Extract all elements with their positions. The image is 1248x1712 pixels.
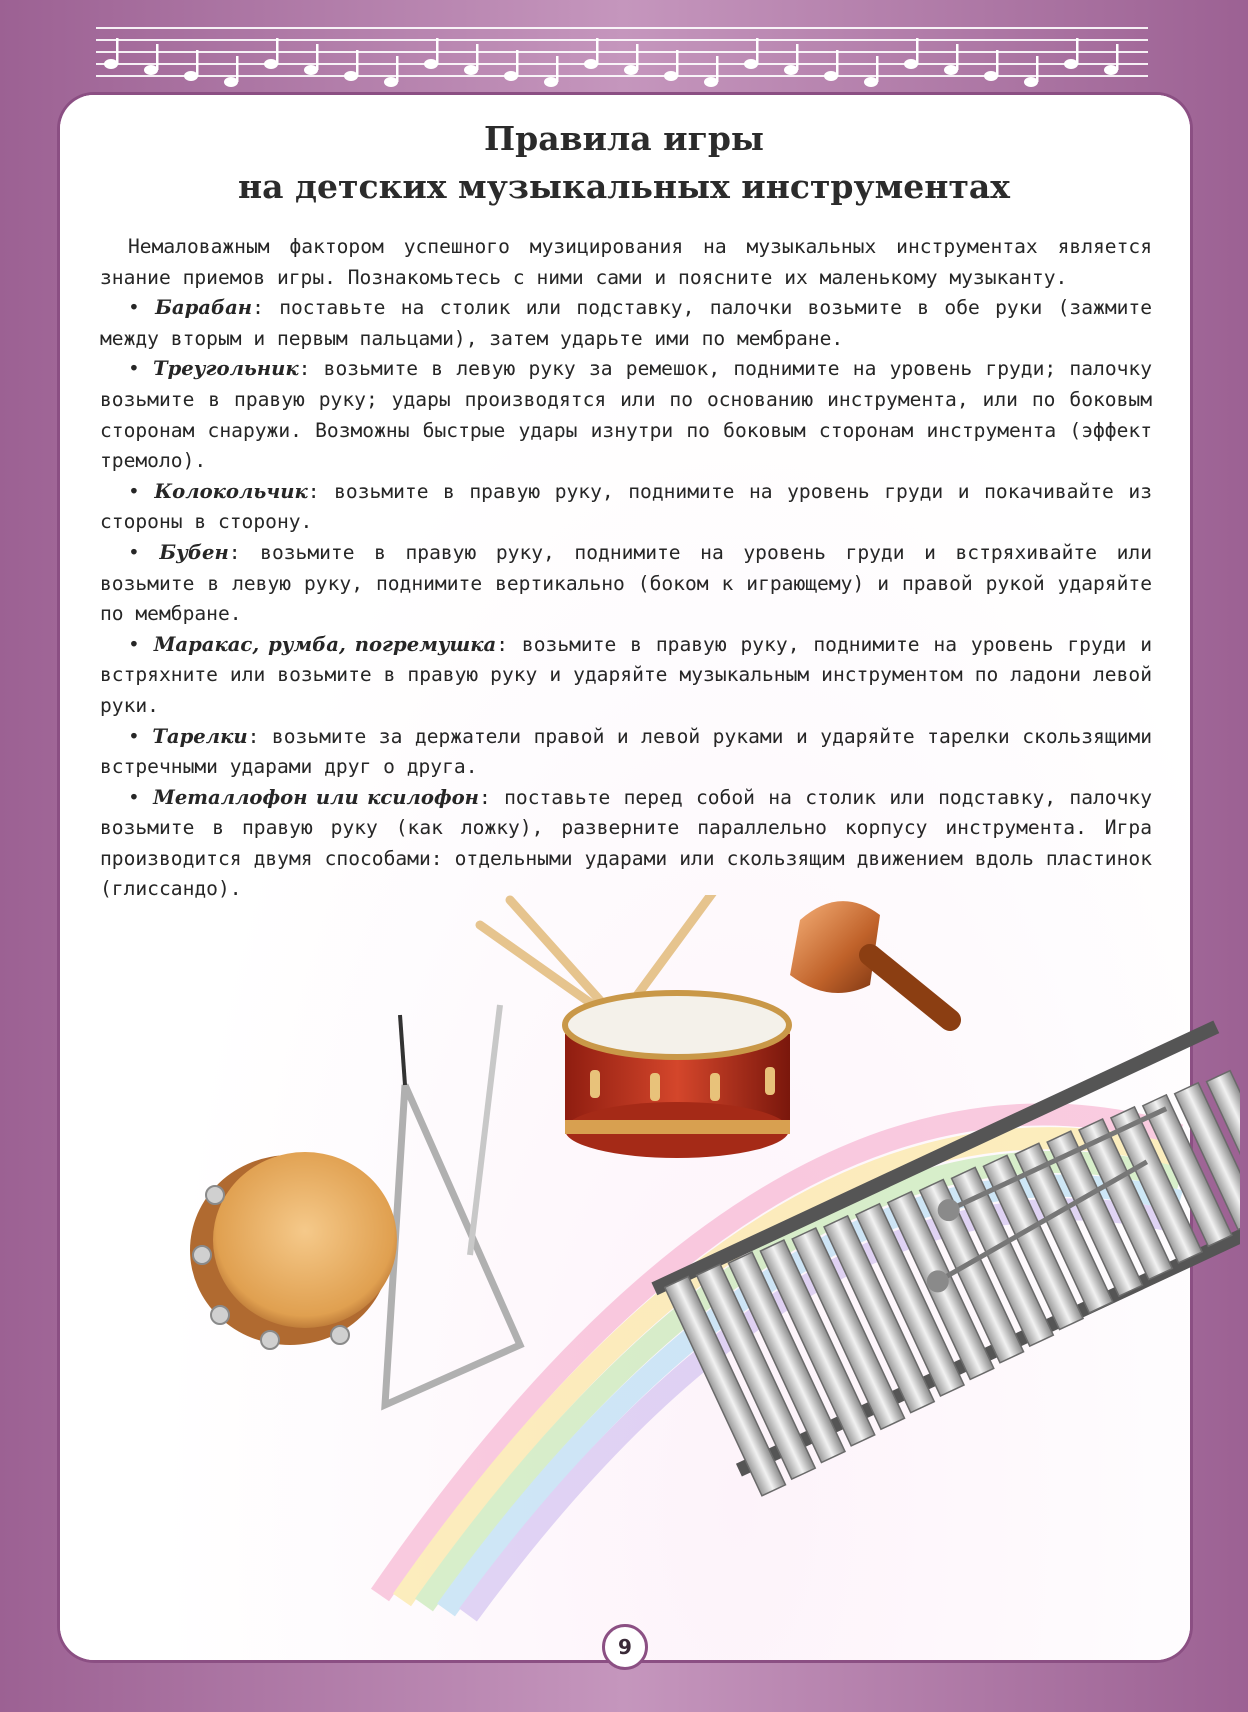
rule-bullet: • bbox=[128, 724, 153, 748]
rule-bullet: • bbox=[128, 785, 154, 809]
triangle-instrument bbox=[385, 1005, 520, 1405]
rule-item bbox=[100, 722, 1152, 783]
page-title bbox=[0, 115, 1248, 211]
note-icon bbox=[464, 44, 479, 75]
rules-list bbox=[100, 293, 1152, 905]
rule-item bbox=[100, 630, 1152, 722]
instruments-illustration bbox=[180, 895, 1240, 1655]
note-icon bbox=[504, 50, 519, 81]
rule-term: Маракас, румба, погремушка bbox=[153, 632, 497, 656]
rule-bullet: • bbox=[128, 540, 160, 564]
rule-term: Треугольник bbox=[153, 357, 299, 381]
rule-text: : возьмите в правую руку, поднимите на уровень груди и покачивайте из стороны в сторону. bbox=[100, 479, 1152, 534]
note-icon bbox=[984, 50, 999, 81]
title-line-2: на детских музыкальных инструментах bbox=[238, 167, 1010, 206]
rule-text: : возьмите в правую руку, поднимите на уровень груди и встряхивайте или возьмите в левую руку, поднимите вертикально (боком к играющему) и правой рукой ударяйте по мембране. bbox=[100, 540, 1153, 626]
rule-term: Тарелки bbox=[152, 724, 248, 748]
note-icon bbox=[544, 56, 559, 87]
note-icon bbox=[744, 38, 759, 69]
rule-bullet: • bbox=[128, 296, 156, 320]
rule-text: : возьмите в левую руку за ремешок, поднимите на уровень груди; палочку возьмите в правую руку; удары производятся или по основанию инструмента, или по боковым сторонам снаружи. Возможны быстрые удары изнутри по боковым сторонам инструмента (эффект тремоло). bbox=[100, 357, 1153, 473]
note-icon bbox=[344, 50, 359, 81]
handbell bbox=[790, 901, 950, 1020]
rule-term: Бубен bbox=[159, 540, 229, 564]
intro-paragraph: Немаловажным фактором успешного музицирования на музыкальных инструментах является знание приемов игры. Познакомьтесь с ними сами и поясните их маленькому музыканту. bbox=[100, 235, 1152, 289]
rule-item bbox=[100, 538, 1152, 630]
note-icon bbox=[144, 44, 159, 75]
note-icon bbox=[664, 50, 679, 81]
page-number: 9 bbox=[602, 1624, 648, 1670]
note-icon bbox=[104, 38, 119, 69]
rule-item bbox=[100, 783, 1152, 905]
note-icon bbox=[224, 56, 239, 87]
note-icon bbox=[944, 44, 959, 75]
note-icon bbox=[424, 38, 439, 69]
note-icon bbox=[264, 38, 279, 69]
note-icon bbox=[1104, 44, 1119, 75]
title-line-1: Правила игры bbox=[483, 119, 765, 158]
note-icon bbox=[584, 38, 599, 69]
rule-text: : поставьте перед собой на столик или подставку, палочку возьмите в правую руку (как ложку), разверните параллельно корпусу инструмента. Игра производится двумя способами: отдельными ударами или скользящим движением вдоль пластинок (глиссандо). bbox=[100, 785, 1152, 901]
rule-item bbox=[100, 354, 1152, 476]
drum bbox=[565, 993, 790, 1158]
rule-text: : поставьте на столик или подставку, палочки возьмите в обе руки (зажмите между вторым и первым пальцами), затем ударьте ими по мембране. bbox=[100, 296, 1153, 350]
rule-bullet: • bbox=[128, 632, 154, 656]
note-icon bbox=[304, 44, 319, 75]
rule-term: Колокольчик bbox=[154, 479, 308, 503]
rule-text: : возьмите за держатели правой и левой руками и ударяйте тарелки скользящими встречными ударами друг о друга. bbox=[100, 724, 1153, 779]
music-staff-decoration bbox=[96, 16, 1148, 90]
note-icon bbox=[904, 38, 919, 69]
note-icon bbox=[384, 56, 399, 87]
rule-text: : возьмите в правую руку, поднимите на уровень груди и встряхните или возьмите в правую руку и ударяйте музыкальным инструментом по ладони левой руки. bbox=[100, 632, 1153, 717]
note-icon bbox=[184, 50, 199, 81]
note-icon bbox=[704, 56, 719, 87]
note-icon bbox=[824, 50, 839, 81]
rule-bullet: • bbox=[128, 479, 155, 503]
note-icon bbox=[864, 56, 879, 87]
note-icon bbox=[1024, 56, 1039, 87]
rules-text bbox=[100, 232, 1152, 905]
rule-bullet: • bbox=[128, 357, 154, 381]
rule-term: Барабан bbox=[155, 296, 253, 320]
rule-item bbox=[100, 477, 1152, 538]
tambourine bbox=[190, 1152, 397, 1349]
note-icon bbox=[624, 44, 639, 75]
rule-term: Металлофон или ксилофон bbox=[153, 785, 479, 809]
note-icon bbox=[1064, 38, 1079, 69]
note-icon bbox=[784, 44, 799, 75]
rule-item bbox=[100, 293, 1152, 354]
